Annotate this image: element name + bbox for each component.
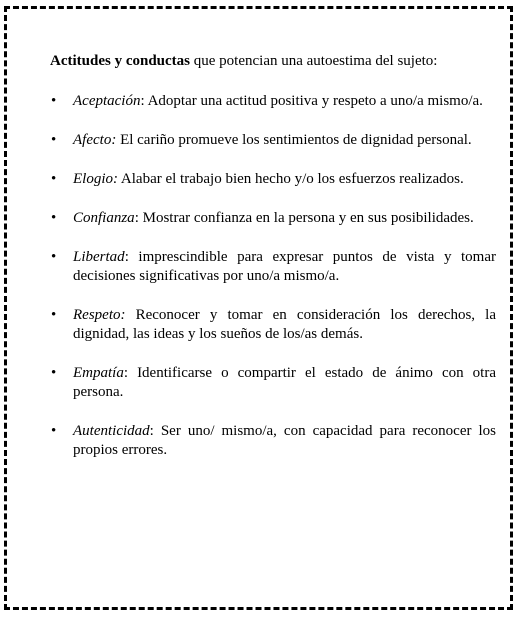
item-text: imprescindible para expresar puntos de vista y tomar decisiones significativas por uno/a mismo/a. [73, 249, 496, 284]
list-item [50, 364, 496, 402]
list-item [50, 170, 496, 189]
bullet-icon: • [51, 210, 57, 226]
list-item [50, 306, 496, 344]
bullet-icon: • [51, 132, 57, 148]
item-term: Aceptación [73, 93, 141, 109]
item-text: Mostrar confianza en la persona y en sus posibilidades. [138, 210, 474, 226]
item-sep: : [134, 210, 139, 226]
intro-text [50, 52, 500, 70]
list-item [50, 92, 496, 111]
item-sep: : [124, 249, 129, 265]
bullet-icon: • [51, 423, 57, 439]
bullet-icon: • [51, 93, 57, 109]
item-sep: : [123, 365, 129, 381]
item-term: Elogio: [73, 171, 118, 187]
item-term: Afecto: [73, 132, 117, 148]
list-item [50, 422, 496, 460]
item-text: Alabar el trabajo bien hecho y/o los esfuerzos realizados. [118, 171, 464, 187]
attitudes-list [50, 92, 496, 480]
bullet-icon: • [51, 365, 57, 381]
bullet-icon: • [51, 249, 57, 265]
list-item [50, 248, 496, 286]
list-item [50, 209, 496, 228]
bullet-icon: • [51, 307, 57, 323]
item-term: Libertad [73, 249, 125, 265]
bullet-icon: • [51, 171, 57, 187]
item-text: El cariño promueve los sentimientos de dignidad personal. [116, 132, 472, 148]
item-sep: : [140, 93, 145, 109]
item-text: Reconocer y tomar en consideración los derechos, la dignidad, las ideas y los sueños de los/as demás. [73, 307, 496, 342]
list-item [50, 131, 496, 150]
item-text: Ser uno/ mismo/a, con capacidad para reconocer los propios errores. [73, 423, 496, 458]
intro-rest: que potencian una autoestima del sujeto: [190, 53, 438, 69]
item-sep: : [149, 423, 154, 439]
intro-bold: Actitudes y conductas [50, 53, 191, 69]
item-term: Autenticidad [73, 423, 150, 439]
item-text: Adoptar una actitud positiva y respeto a uno/a mismo/a. [144, 93, 483, 109]
item-term: Confianza [73, 210, 135, 226]
item-term: Empatía [73, 365, 124, 381]
item-text: Identificarse o compartir el estado de ánimo con otra persona. [73, 365, 496, 400]
item-term: Respeto: [73, 307, 126, 323]
